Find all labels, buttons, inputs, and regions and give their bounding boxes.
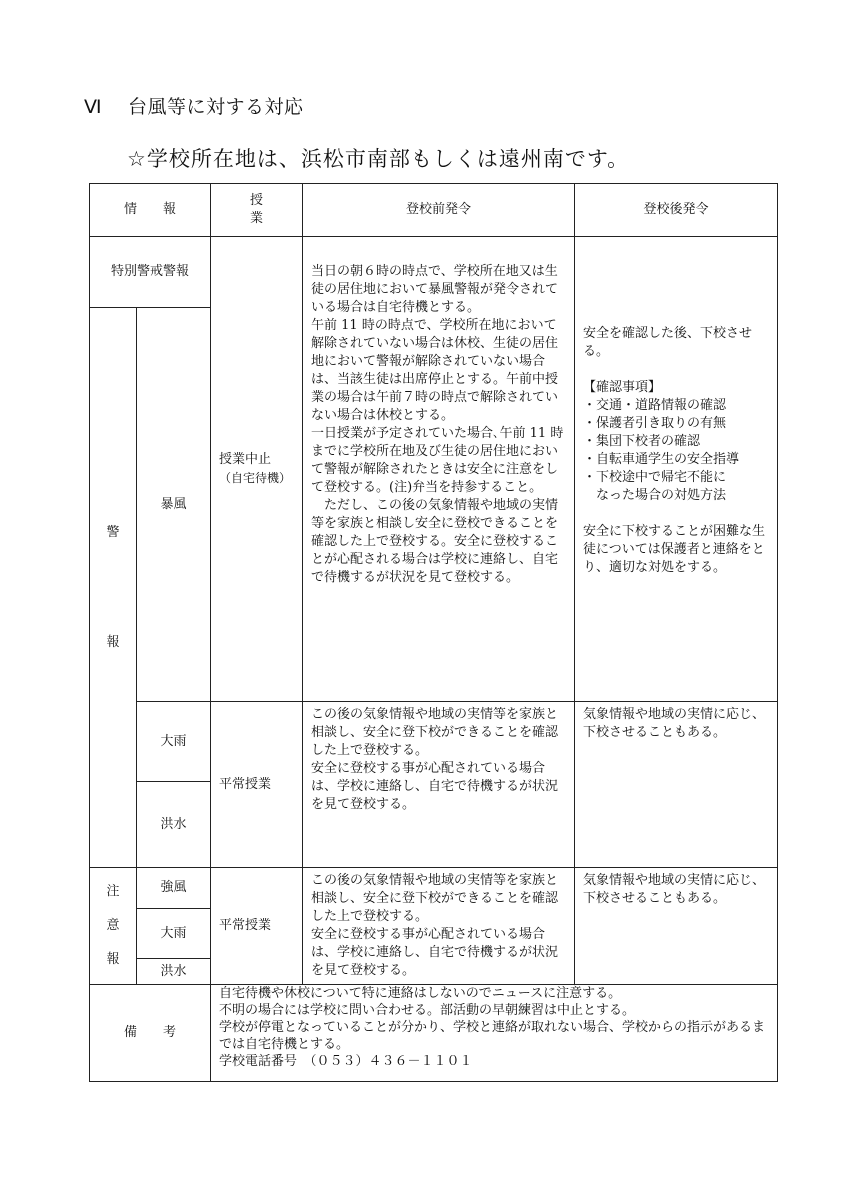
before-bofu-cell <box>303 237 575 702</box>
lesson-normal-label-1: 平常授業 <box>211 702 303 868</box>
special-warning-label: 特別警戒警報 <box>90 237 211 308</box>
lesson-stop-sub: （自宅待機） <box>219 471 292 485</box>
after-chuiho-text: 気象情報や地域の実情に応じ、下校させることもある。 <box>583 873 766 906</box>
section-title-text: 台風等に対する対応 <box>128 96 304 118</box>
header-lesson: 授業 <box>211 184 303 237</box>
before-bofu-text: 当日の朝６時の時点で、学校所在地又は生徒の居住地において暴風警報が発令されている場合は自宅待機とする。 午前 11 時の時点で、学校所在地において解除されていない場合は休校、生徒の居住地において警報が解除されていない場合は、当該生徒は出席停止とする。午前中授業の場合は午前７時の時点で解除されていない場合は休校とする。 一日授業が予定されていた場合､午前 11 時までに学校所在地及び生徒の居住地において警報が解除されたときは安全に注意をして登校する。(注)弁当を持参すること。 ただし、この後の気象情報や地域の実情等を家族と相談し安全に登校できることを確認した上で登校する。安全に登校することが心配される場合は学校に連絡し、自宅で待機するが状況を見て登校する。 <box>311 264 564 585</box>
ooame-label: 大雨 <box>137 702 211 782</box>
after-ooame-text: 気象情報や地域の実情に応じ、下校させることもある。 <box>583 707 766 740</box>
typhoon-response-table <box>89 183 778 1082</box>
after-bofu-cell <box>575 237 778 702</box>
header-before: 登校前発令 <box>303 184 575 237</box>
lesson-stop-label: 授業中止 <box>219 452 272 467</box>
chuiho-char-3: 報 <box>106 952 120 967</box>
row-kyofu <box>90 868 778 909</box>
row-special-warning <box>90 237 778 308</box>
chuiho-label <box>90 868 137 985</box>
chuiho-kozui-label: 洪水 <box>137 959 211 985</box>
section-title <box>84 92 304 119</box>
row-biko <box>90 985 778 1082</box>
header-info: 情報 <box>90 184 211 237</box>
lesson-normal-label-2: 平常授業 <box>211 868 303 985</box>
chuiho-char-2: 意 <box>106 918 120 933</box>
chuiho-char-1: 注 <box>106 884 120 899</box>
section-number: Ⅵ <box>84 96 103 118</box>
after-chuiho-cell <box>575 868 778 985</box>
chuiho-ooame-label: 大雨 <box>137 909 211 959</box>
row-ooame <box>90 702 778 782</box>
subtitle: ☆学校所在地は、浜松市南部もしくは遠州南です。 <box>127 147 630 171</box>
keiho-char-2: 報 <box>106 634 120 650</box>
before-chuiho-text: この後の気象情報や地域の実情等を家族と相談し、安全に登下校ができることを確認した上で登校する。 安全に登校する事が心配されている場合は、学校に連絡し、自宅で待機するが状況を見て登校する。 <box>311 873 559 978</box>
header-after: 登校後発令 <box>575 184 778 237</box>
before-ooame-text: この後の気象情報や地域の実情等を家族と相談し、安全に登下校ができることを確認した上で登校する。 安全に登校する事が心配されている場合は、学校に連絡し、自宅で待機するが状況を見て登校する。 <box>311 707 559 812</box>
biko-label: 備考 <box>90 985 211 1082</box>
after-bofu-text: 安全を確認した後、下校させる。 【確認事項】 ・交通・道路情報の確認 ・保護者引き取りの有無 ・集団下校者の確認 ・自転車通学生の安全指導 ・下校途中で帰宅不能に なった場合の対処方法 安全に下校することが困難な生徒については保護者と連絡をとり、適切な対処をする。 <box>583 326 766 575</box>
bofu-label: 暴風 <box>137 308 211 702</box>
keiho-char-1: 警 <box>106 524 120 540</box>
lesson-stop-cell <box>211 237 303 702</box>
keiho-label <box>90 308 137 868</box>
before-chuiho-cell <box>303 868 575 985</box>
kyofu-label: 強風 <box>137 868 211 909</box>
kozui-label: 洪水 <box>137 782 211 868</box>
biko-text: 自宅待機や休校について特に連絡はしないのでニュースに注意する。 不明の場合には学校に問い合わせる。部活動の早朝練習は中止とする。 学校が停電となっていることが分かり、学校と連絡が取れない場合、学校からの指示があるまでは自宅待機とする。 学校電話番号 （０５３）４３６－１１０１ <box>211 985 778 1082</box>
before-ooame-cell <box>303 702 575 868</box>
after-ooame-cell <box>575 702 778 868</box>
header-row <box>90 184 778 237</box>
